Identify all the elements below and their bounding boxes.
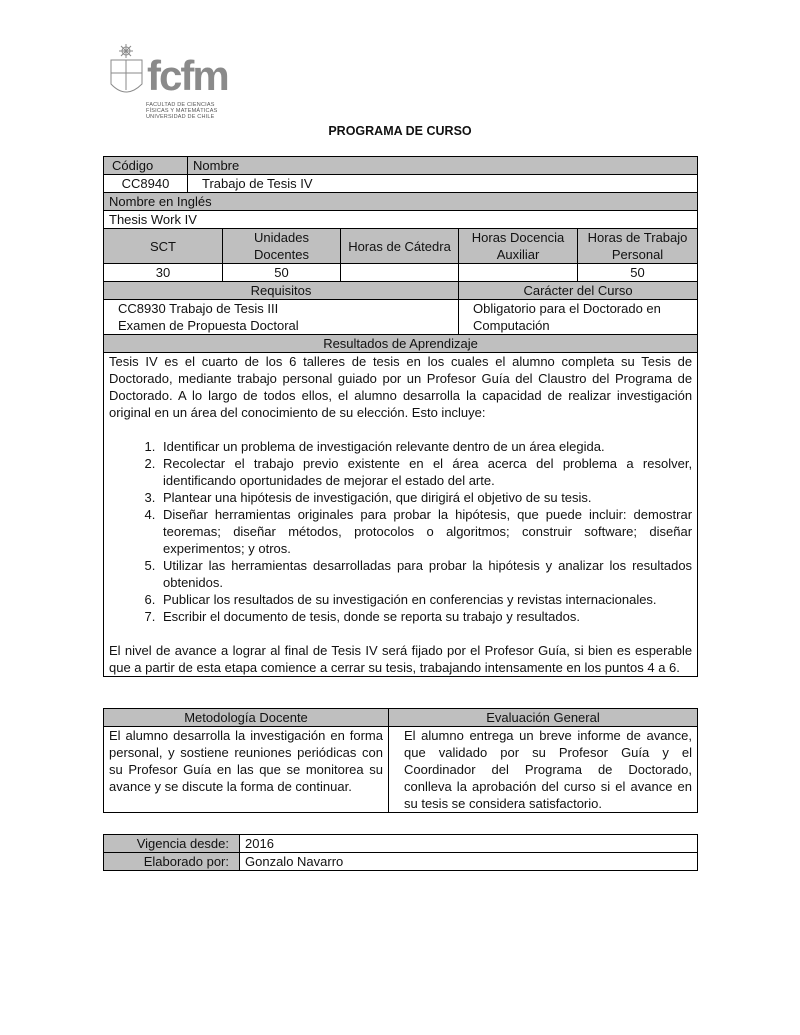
results-row [104, 353, 698, 677]
hours-header-ud: Unidades Docentes [223, 229, 341, 264]
results-item: 1. Identificar un problema de investigación relevante dentro de un área elegida. [159, 438, 692, 455]
results-item: 6. Publicar los resultados de su investigación en conferencias y revistas internacionales. [159, 591, 692, 608]
code-label: Código [104, 157, 188, 175]
requirements-list [104, 300, 459, 335]
logo-brand: fcfm [147, 52, 228, 99]
university-seal-icon [108, 44, 238, 104]
character-label: Carácter del Curso [459, 282, 698, 300]
hours-value-sct: 30 [104, 264, 223, 282]
english-row [104, 211, 698, 229]
requirements-row [104, 300, 698, 335]
requirements-label: Requisitos [104, 282, 459, 300]
requirement-item: Examen de Propuesta Doctoral [118, 318, 299, 333]
name-label: Nombre [188, 157, 698, 175]
logo-line-2: FÍSICAS Y MATEMÁTICAS [146, 108, 218, 114]
course-character: Obligatorio para el Doctorado en Computación [459, 300, 698, 335]
hours-header-sct: SCT [104, 229, 223, 264]
code-name-row [104, 175, 698, 193]
english-name: Thesis Work IV [104, 211, 698, 229]
author-value: Gonzalo Navarro [240, 853, 698, 871]
methodology-label: Metodología Docente [104, 709, 389, 727]
fcfm-logo [108, 44, 238, 128]
course-table [103, 156, 698, 677]
course-code: CC8940 [104, 175, 188, 193]
english-header-row [104, 193, 698, 211]
hours-header-personal: Horas de Trabajo Personal [578, 229, 698, 264]
logo-line-3: UNIVERSIDAD DE CHILE [146, 114, 215, 120]
code-name-header-row [104, 157, 698, 175]
author-label: Elaborado por: [104, 853, 240, 871]
page-title: PROGRAMA DE CURSO [328, 124, 472, 138]
hours-header-catedra: Horas de Cátedra [341, 229, 459, 264]
results-header-row [104, 335, 698, 353]
results-item: 5. Utilizar las herramientas desarrolladas para probar la hipótesis y analizar los resultados obtenidos. [159, 557, 692, 591]
results-item: 4. Diseñar herramientas originales para probar la hipótesis, que puede incluir: demostrar teoremas; diseñar métodos, protocolos o algoritmos; construir software; diseñar experimentos; y otros. [159, 506, 692, 557]
hours-value-auxiliar [459, 264, 578, 282]
logo-line-1: FACULTAD DE CIENCIAS [146, 102, 215, 108]
valid-value: 2016 [240, 835, 698, 853]
methodology-header-row [104, 709, 698, 727]
results-intro: Tesis IV es el cuarto de los 6 talleres de tesis en los cuales el alumno completa su Tesis de Doctorado, mediante trabajo personal guiado por un Profesor Guía del Claustro del Programa de Doctorado. A lo largo de todos ellos, el alumno desarrolla la capacidad de realizar investigación original en un área del conocimiento de su elección. Esto incluye: [109, 354, 693, 420]
valid-label: Vigencia desde: [104, 835, 240, 853]
results-item: 2. Recolectar el trabajo previo existente en el área acerca del problema a resolver, identificando oportunidades de mejorar el estado del arte. [159, 455, 692, 489]
requirements-header-row [104, 282, 698, 300]
requirement-item: CC8930 Trabajo de Tesis III [118, 301, 279, 316]
results-content [104, 353, 698, 677]
results-label: Resultados de Aprendizaje [104, 335, 698, 353]
hours-header-row [104, 229, 698, 264]
footer-table [103, 834, 698, 871]
results-closing: El nivel de avance a lograr al final de Tesis IV será fijado por el Profesor Guía, si bien es esperable que a partir de esta etapa comience a cerrar su tesis, trabajando intensamente en los puntos 4 a 6. [109, 643, 693, 675]
hours-values-row [104, 264, 698, 282]
methodology-text: El alumno desarrolla la investigación en forma personal, y sostiene reuniones periódicas con su Profesor Guía en las que se monitorea su avance y se discute la forma de continuar. [104, 727, 389, 813]
hours-header-auxiliar: Horas Docencia Auxiliar [459, 229, 578, 264]
logo-caption [146, 102, 246, 120]
results-list [109, 438, 692, 625]
evaluation-label: Evaluación General [389, 709, 698, 727]
course-name: Trabajo de Tesis IV [188, 175, 698, 193]
author-row [104, 853, 698, 871]
hours-value-ud: 50 [223, 264, 341, 282]
results-item: 3. Plantear una hipótesis de investigación, que dirigirá el objetivo de su tesis. [159, 489, 692, 506]
results-item: 7. Escribir el documento de tesis, donde se reporta su trabajo y resultados. [159, 608, 692, 625]
hours-value-personal: 50 [578, 264, 698, 282]
methodology-table [103, 708, 698, 813]
hours-value-catedra [341, 264, 459, 282]
evaluation-text: El alumno entrega un breve informe de avance, que validado por su Profesor Guía y el Coordinador del Programa de Doctorado, conlleva la aprobación del curso si el avance en su tesis se considera satisfactorio. [389, 727, 698, 813]
english-label: Nombre en Inglés [104, 193, 698, 211]
valid-row [104, 835, 698, 853]
methodology-row [104, 727, 698, 813]
